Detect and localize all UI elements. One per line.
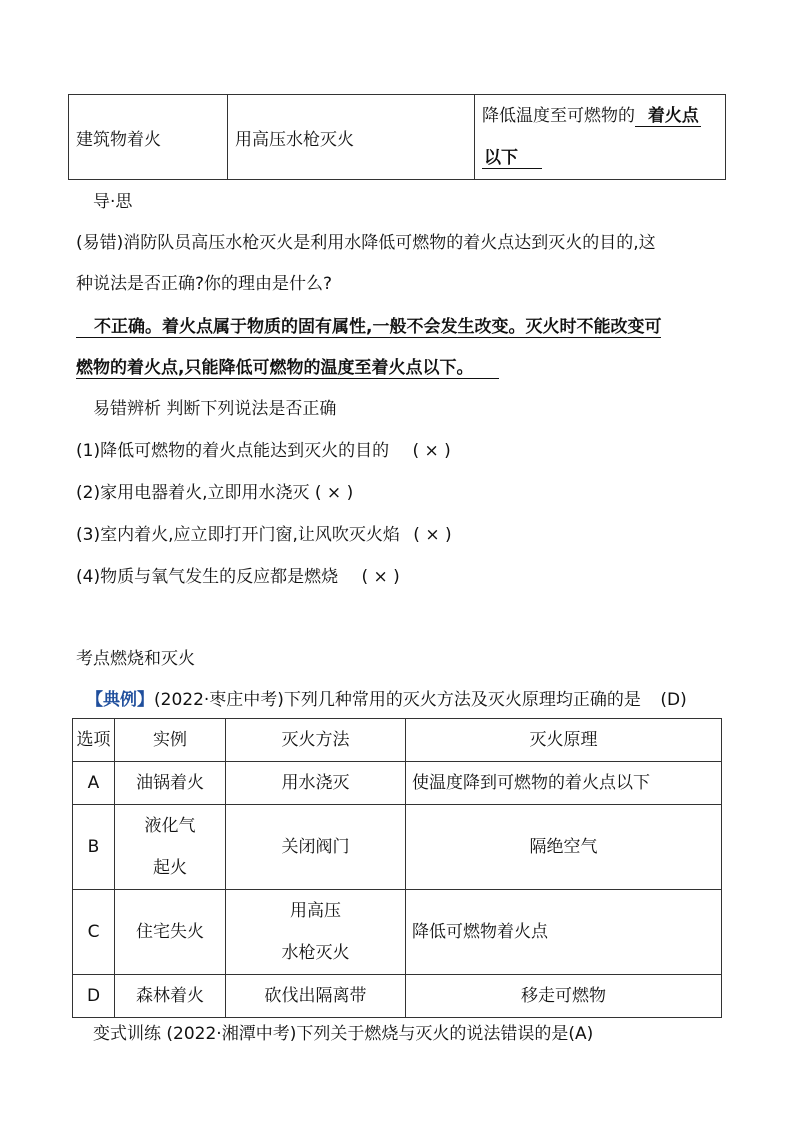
item-mark: ( × ) [412, 441, 451, 461]
example-answer: (D) [660, 690, 687, 710]
cell-option: C [73, 890, 115, 975]
header-case: 实例 [115, 719, 226, 762]
item-mark: ( × ) [413, 525, 452, 545]
cell-method [226, 890, 406, 975]
answer-text: 以下 [484, 148, 518, 168]
item-text: (4)物质与氧气发生的反应都是燃烧 [76, 567, 339, 587]
top-table-cell-case: 建筑物着火 [69, 95, 228, 180]
table-row [69, 95, 726, 180]
top-table-cell-principle [475, 95, 726, 180]
cell-case-line: 液化气 [144, 816, 196, 836]
table-row [73, 975, 722, 1018]
item-mark: ( × ) [361, 567, 400, 587]
answer-blank-2 [482, 148, 542, 169]
table-header-row [73, 719, 722, 762]
answer-text: 着火点 [647, 106, 699, 126]
header-principle: 灭火原理 [406, 719, 722, 762]
guide-answer-line1 [76, 315, 661, 339]
cell-principle: 降低可燃物着火点 [406, 890, 722, 975]
guide-question-line1: (易错)消防队员高压水枪灭火是利用水降低可燃物的着火点达到灭火的目的,这 [76, 233, 656, 253]
cell-method: 用水浇灭 [226, 762, 406, 805]
cell-case: 森林着火 [115, 975, 226, 1018]
answer-underline: 不正确。着火点属于物质的固有属性,一般不会发生改变。灭火时不能改变可 [76, 317, 661, 338]
list-item [76, 481, 353, 505]
cell-principle: 隔绝空气 [406, 805, 722, 890]
cell-option: B [73, 805, 115, 890]
cell-principle: 使温度降到可燃物的着火点以下 [406, 762, 722, 805]
section-title: 考点燃烧和灭火 [76, 649, 195, 669]
example-table [72, 718, 722, 1018]
table-row [73, 890, 722, 975]
list-item [76, 523, 452, 547]
cell-case: 住宅失火 [115, 890, 226, 975]
example-label: 【典例】 [86, 690, 154, 710]
cell-option: D [73, 975, 115, 1018]
variant-training: 变式训练 (2022·湘潭中考)下列关于燃烧与灭火的说法错误的是(A) [93, 1024, 594, 1044]
cell-principle: 移走可燃物 [406, 975, 722, 1018]
cell-case-line: 起火 [153, 858, 187, 878]
item-mark: ( × ) [314, 483, 354, 503]
cell-method-line: 用高压 [290, 901, 341, 921]
table-row [73, 805, 722, 890]
cell-case: 油锅着火 [115, 762, 226, 805]
guide-question-line2: 种说法是否正确?你的理由是什么? [76, 274, 333, 294]
list-item [76, 565, 400, 589]
answer-blank-1 [635, 106, 701, 127]
error-analysis-heading: 易错辨析 判断下列说法是否正确 [93, 399, 337, 419]
cell-method: 关闭阀门 [226, 805, 406, 890]
list-item [76, 439, 451, 463]
cell-method-line: 水枪灭火 [281, 943, 350, 963]
example-question [86, 688, 687, 712]
item-text: (1)降低可燃物的着火点能达到灭火的目的 [76, 441, 390, 461]
principle-prefix: 降低温度至可燃物的 [482, 106, 635, 126]
top-table-cell-method: 用高压水枪灭火 [228, 95, 475, 180]
cell-method: 砍伐出隔离带 [226, 975, 406, 1018]
header-option: 选项 [73, 719, 115, 762]
cell-case [115, 805, 226, 890]
cell-option: A [73, 762, 115, 805]
guide-answer-line2 [76, 356, 499, 380]
table-row [73, 762, 722, 805]
header-method: 灭火方法 [226, 719, 406, 762]
top-table [68, 94, 726, 180]
item-text: (2)家用电器着火,立即用水浇灭 [76, 483, 310, 503]
example-question-text: (2022·枣庄中考)下列几种常用的灭火方法及灭火原理均正确的是 [154, 690, 641, 710]
guide-heading: 导·思 [93, 192, 133, 212]
item-text: (3)室内着火,应立即打开门窗,让风吹灭火焰 [76, 525, 400, 545]
answer-underline: 燃物的着火点,只能降低可燃物的温度至着火点以下。 [76, 358, 499, 379]
